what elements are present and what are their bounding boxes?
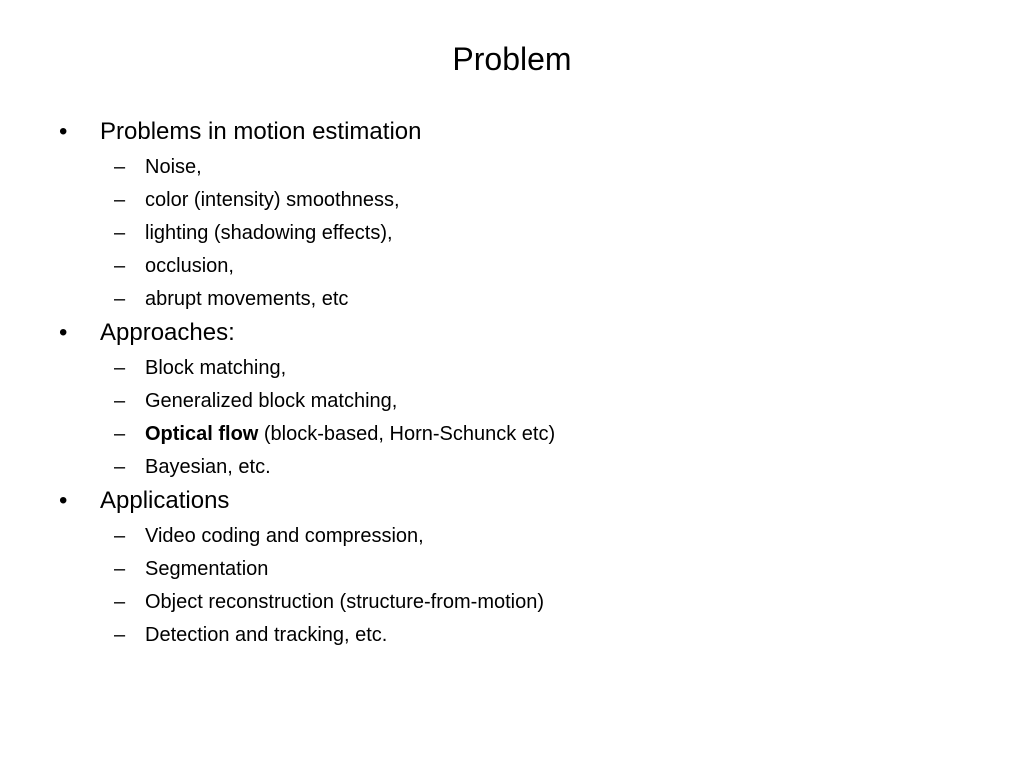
- sub-item-text: [145, 422, 555, 446]
- sub-item-text: Bayesian, etc.: [145, 456, 271, 478]
- dash-glyph: –: [114, 423, 126, 445]
- bullet-glyph: •: [59, 319, 68, 346]
- bullet-glyph: •: [59, 118, 68, 145]
- dash-glyph: –: [114, 525, 126, 547]
- dash-glyph: –: [114, 456, 126, 478]
- sub-item-rest-text: (block-based, Horn-Schunck etc): [258, 423, 556, 445]
- dash-glyph: –: [114, 189, 126, 211]
- dash-glyph: –: [114, 558, 126, 580]
- sub-item-text: Block matching,: [145, 357, 287, 379]
- dash-glyph: –: [114, 156, 126, 178]
- dash-glyph: –: [114, 357, 126, 379]
- sub-item-text: Detection and tracking, etc.: [145, 624, 388, 646]
- dash-glyph: –: [114, 624, 126, 646]
- dash-glyph: –: [114, 222, 126, 244]
- bullet-glyph: •: [59, 487, 68, 514]
- dash-glyph: –: [114, 288, 126, 310]
- sub-item-text: Video coding and compression,: [145, 525, 424, 547]
- sub-item-text: occlusion,: [145, 255, 234, 277]
- bullet-text: Applications: [100, 487, 230, 514]
- dash-glyph: –: [114, 591, 126, 613]
- sub-item-text: Noise,: [145, 156, 202, 178]
- bullet-text: Approaches:: [100, 319, 235, 346]
- sub-item-text: lighting (shadowing effects),: [145, 222, 393, 244]
- dash-glyph: –: [114, 255, 126, 277]
- sub-item-text: color (intensity) smoothness,: [145, 189, 400, 211]
- sub-item-text: abrupt movements, etc: [145, 288, 349, 310]
- bullet-text: Problems in motion estimation: [100, 118, 422, 145]
- dash-glyph: –: [114, 390, 126, 412]
- slide-title: Problem: [452, 41, 572, 77]
- sub-item-text: Segmentation: [145, 558, 269, 580]
- sub-item-text: Object reconstruction (structure-from-motion): [145, 591, 545, 613]
- sub-item-bold-text: Optical flow: [145, 423, 259, 445]
- sub-item-text: Generalized block matching,: [145, 390, 398, 412]
